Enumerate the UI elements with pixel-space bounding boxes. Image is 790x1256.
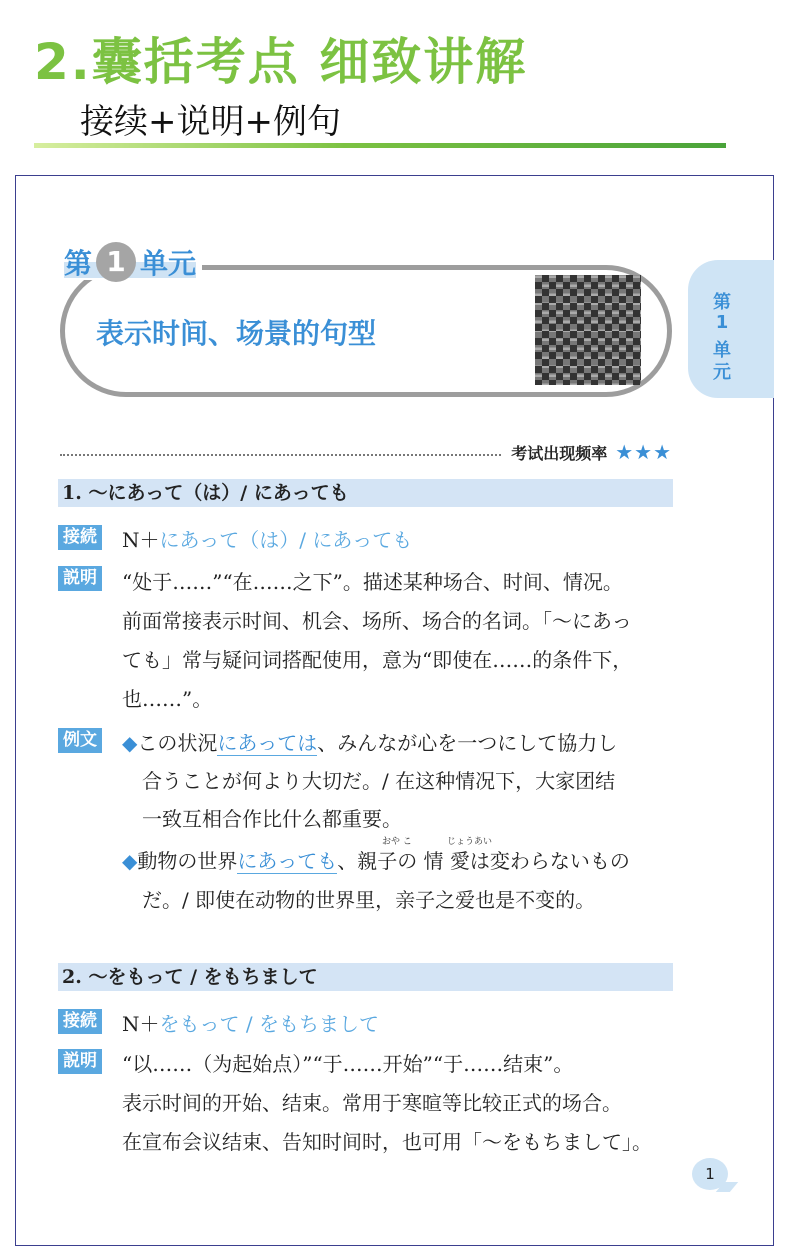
unit-suffix: 单元: [140, 247, 197, 280]
qr-code-image: [535, 275, 641, 385]
example-line: だ。/ 即使在动物的世界里，亲子之爱也是不变的。: [142, 888, 596, 912]
example-highlight: にあっても: [237, 849, 338, 873]
example-tag: 例文: [58, 728, 102, 753]
explain-line: 表示时间的开始、结束。常用于寒暄等比较正式的场合。: [122, 1091, 622, 1115]
explain-line: 在宣布会议结束、告知时间时，也可用「～をもちまして」。: [122, 1130, 652, 1154]
furigana: おや こ: [382, 837, 412, 847]
diamond-bullet-icon: ◆: [122, 849, 138, 873]
connect-tag: 接続: [58, 1009, 102, 1034]
example-line: 一致互相合作比什么都重要。: [142, 807, 402, 831]
explain-line: ても」常与疑问词搭配使用，意为“即使在……的条件下，: [122, 648, 633, 672]
unit-label: [58, 244, 202, 280]
explain-line: 前面常接表示时间、机会、场所、场合的名词。「～にあっ: [122, 609, 632, 633]
side-tab-char: 单: [713, 340, 731, 361]
connect-prefix: N＋: [122, 1012, 160, 1036]
explain-line: 也……”。: [122, 687, 213, 711]
section-heading: 1. ～にあって（は）/ にあっても: [58, 479, 673, 507]
page-number: 1: [692, 1158, 728, 1190]
explain-line: “处于……”“在……之下”。描述某种场合、时间、情况。: [122, 570, 623, 594]
heading-underline: [34, 143, 726, 148]
side-tab-char: 1: [715, 312, 729, 333]
side-unit-tab: [688, 260, 774, 398]
connect-form: にあって（は）/ にあっても: [159, 528, 413, 552]
section-heading: 2. ～をもって / をもちまして: [58, 963, 673, 991]
explain-line: “以……（为起始点）”“于……开始”“于……结束”。: [122, 1052, 574, 1076]
explain-tag: 説明: [58, 566, 102, 591]
frequency-label: 考试出现频率: [511, 443, 608, 463]
page-heading: 2.囊括考点 细致讲解: [34, 33, 528, 91]
example-line: 合うことが何より大切だ。/ 在这种情况下，大家团结: [142, 769, 616, 793]
example-sentence: ◆この状況にあっては、みんなが心を一つにして協力し: [122, 731, 618, 755]
example-highlight: にあっては: [217, 731, 318, 755]
unit-title: 表示时间、场景的句型: [96, 317, 377, 350]
connect-line: [122, 1008, 379, 1037]
furigana: じょうあい: [447, 837, 493, 847]
connect-line: [122, 524, 412, 553]
frequency-stars: ★★★: [615, 440, 672, 464]
explain-tag: 説明: [58, 1049, 102, 1074]
connect-tag: 接続: [58, 525, 102, 550]
connect-form: をもって / をもちまして: [159, 1012, 379, 1036]
side-tab-char: 第: [713, 292, 731, 313]
unit-number-badge: 1: [96, 242, 136, 282]
dotted-leader: [60, 453, 501, 456]
unit-prefix: 第: [64, 247, 93, 280]
connect-prefix: N＋: [122, 528, 160, 552]
exam-frequency-row: [60, 440, 672, 464]
diamond-bullet-icon: ◆: [122, 731, 138, 755]
page-subheading: 接续+说明+例句: [80, 102, 341, 142]
example-sentence: ◆動物の世界にあっても、親子の 情 愛は変わらないもの: [122, 849, 630, 873]
side-tab-char: 元: [713, 362, 731, 383]
